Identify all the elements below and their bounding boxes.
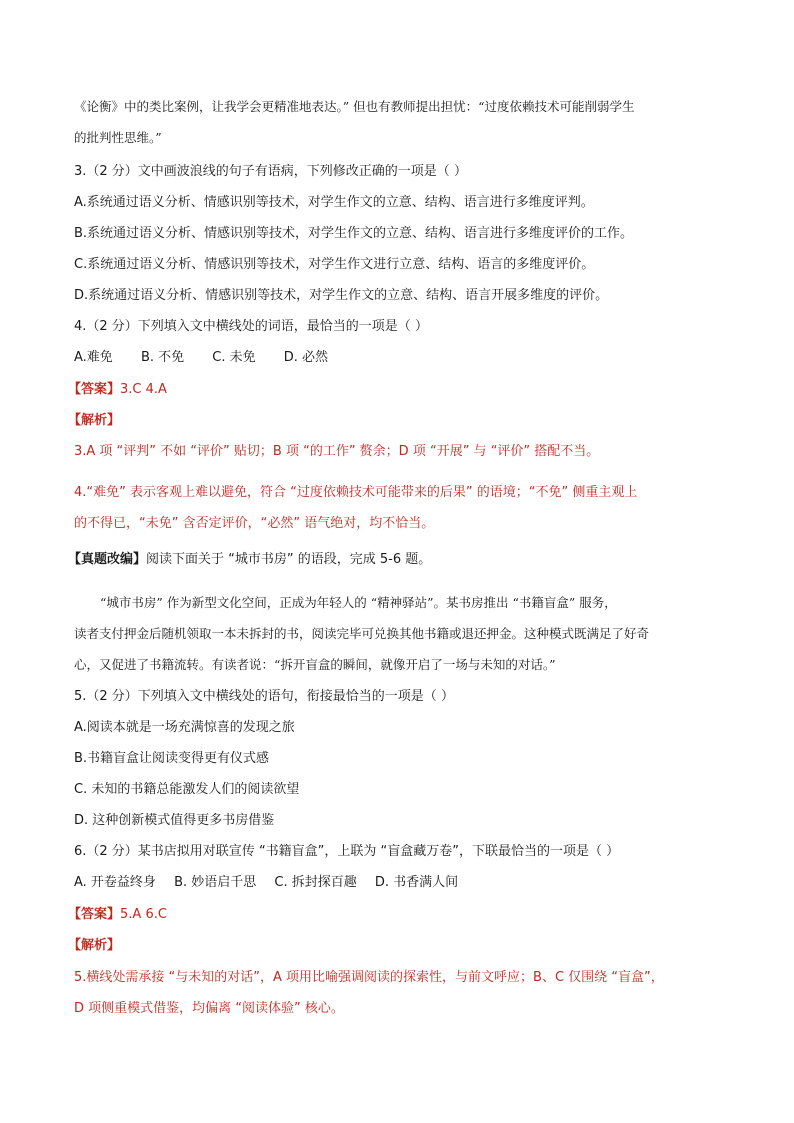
question-5-option-d: D. 这种创新模式值得更多书房借鉴 xyxy=(74,813,275,828)
analysis-2-line-1: 5.横线处需承接 “与未知的对话”，A 项用比喻强调阅读的探索性，与前文呼应；B、C 仅围绕 “盲盒”， xyxy=(74,970,664,985)
section-label: 【真题改编】 xyxy=(68,552,147,567)
answer-text-2: 5.A 6.C xyxy=(120,907,167,922)
passage-line-3: 心，又促进了书籍流转。有读者说：“拆开盲盒的瞬间，就像开启了一场与未知的对话。” xyxy=(74,657,556,672)
question-4-option-d: D. 必然 xyxy=(283,350,329,365)
question-3-option-a: A.系统通过语义分析、情感识别等技术，对学生作文的立意、结构、语言进行多维度评判。 xyxy=(74,195,594,210)
question-6-options xyxy=(74,874,458,892)
question-3-option-b: B.系统通过语义分析、情感识别等技术，对学生作文的立意、结构、语言进行多维度评价的工作。 xyxy=(74,226,634,241)
analysis-1-line-2: 4.“难免” 表示客观上难以避免，符合 “过度依赖技术可能带来的后果” 的语境；“不免” 侧重主观上 xyxy=(74,485,638,500)
answer-label-2: 【答案】 xyxy=(68,907,121,922)
passage-line-2: 读者支付押金后随机领取一本未拆封的书，阅读完毕可兑换其他书籍或退还押金。这种模式既满足了好奇 xyxy=(74,626,650,641)
question-4-option-b: B. 不免 xyxy=(140,350,185,365)
question-6-option-d: D. 书香满人间 xyxy=(374,875,459,890)
question-4-options xyxy=(74,349,328,367)
question-4-stem: 4.（2 分）下列填入文中横线处的词语，最恰当的一项是（ ） xyxy=(74,319,428,334)
question-4-option-a: A.难免 xyxy=(74,350,113,365)
analysis-2-line-2: D 项侧重模式借鉴，均偏离 “阅读体验” 核心。 xyxy=(74,1001,344,1016)
question-3-option-c: C.系统通过语义分析、情感识别等技术，对学生作文进行立意、结构、语言的多维度评价。 xyxy=(74,257,595,272)
analysis-1-line-3: 的不得已，“未免” 含否定评价，“必然” 语气绝对，均不恰当。 xyxy=(74,516,435,531)
analysis-label-2: 【解析】 xyxy=(68,938,121,953)
analysis-label-1: 【解析】 xyxy=(68,413,121,428)
question-5-stem: 5.（2 分）下列填入文中横线处的语句，衔接最恰当的一项是（ ） xyxy=(74,689,454,704)
intro-line-2: 的批判性思维。” xyxy=(74,130,162,145)
answer-text-1: 3.C 4.A xyxy=(120,382,167,397)
question-6-option-b: B. 妙语启千思 xyxy=(174,875,257,890)
answer-label-1: 【答案】 xyxy=(68,382,121,397)
question-5-option-c: C. 未知的书籍总能激发人们的阅读欲望 xyxy=(74,782,300,797)
intro-line-1: 《论衡》中的类比案例，让我学会更精准地表达。” 但也有教师提出担忧：“过度依赖技术可能削弱学生 xyxy=(74,99,635,114)
question-3-stem: 3.（2 分）文中画波浪线的句子有语病，下列修改正确的一项是（ ） xyxy=(74,164,467,179)
question-6-stem: 6.（2 分）某书店拟用对联宣传 “书籍盲盒”，上联为 “盲盒藏万卷”，下联最恰当的一项是（ ） xyxy=(74,844,620,859)
section-text: 阅读下面关于 “城市书房” 的语段，完成 5-6 题。 xyxy=(146,552,432,567)
answer-block-2 xyxy=(68,906,167,924)
analysis-1-line-1: 3.A 项 “评判” 不如 “评价” 贴切；B 项 “的工作” 赘余；D 项 “开展” 与 “评价” 搭配不当。 xyxy=(74,444,600,459)
question-5-option-b: B.书籍盲盒让阅读变得更有仪式感 xyxy=(74,751,270,766)
answer-block-1 xyxy=(68,381,167,399)
section-heading xyxy=(68,551,431,569)
question-5-option-a: A.阅读本就是一场充满惊喜的发现之旅 xyxy=(74,720,295,735)
passage-line-1: “城市书房” 作为新型文化空间，正成为年轻人的 “精神驿站”。某书房推出 “书籍盲盒” 服务， xyxy=(100,595,617,610)
question-6-option-c: C. 拆封探百趣 xyxy=(274,875,357,890)
question-4-option-c: C. 未免 xyxy=(212,350,256,365)
question-6-option-a: A. 开卷益终身 xyxy=(74,875,156,890)
question-3-option-d: D.系统通过语义分析、情感识别等技术，对学生作文的立意、结构、语言开展多维度的评价。 xyxy=(74,288,609,303)
